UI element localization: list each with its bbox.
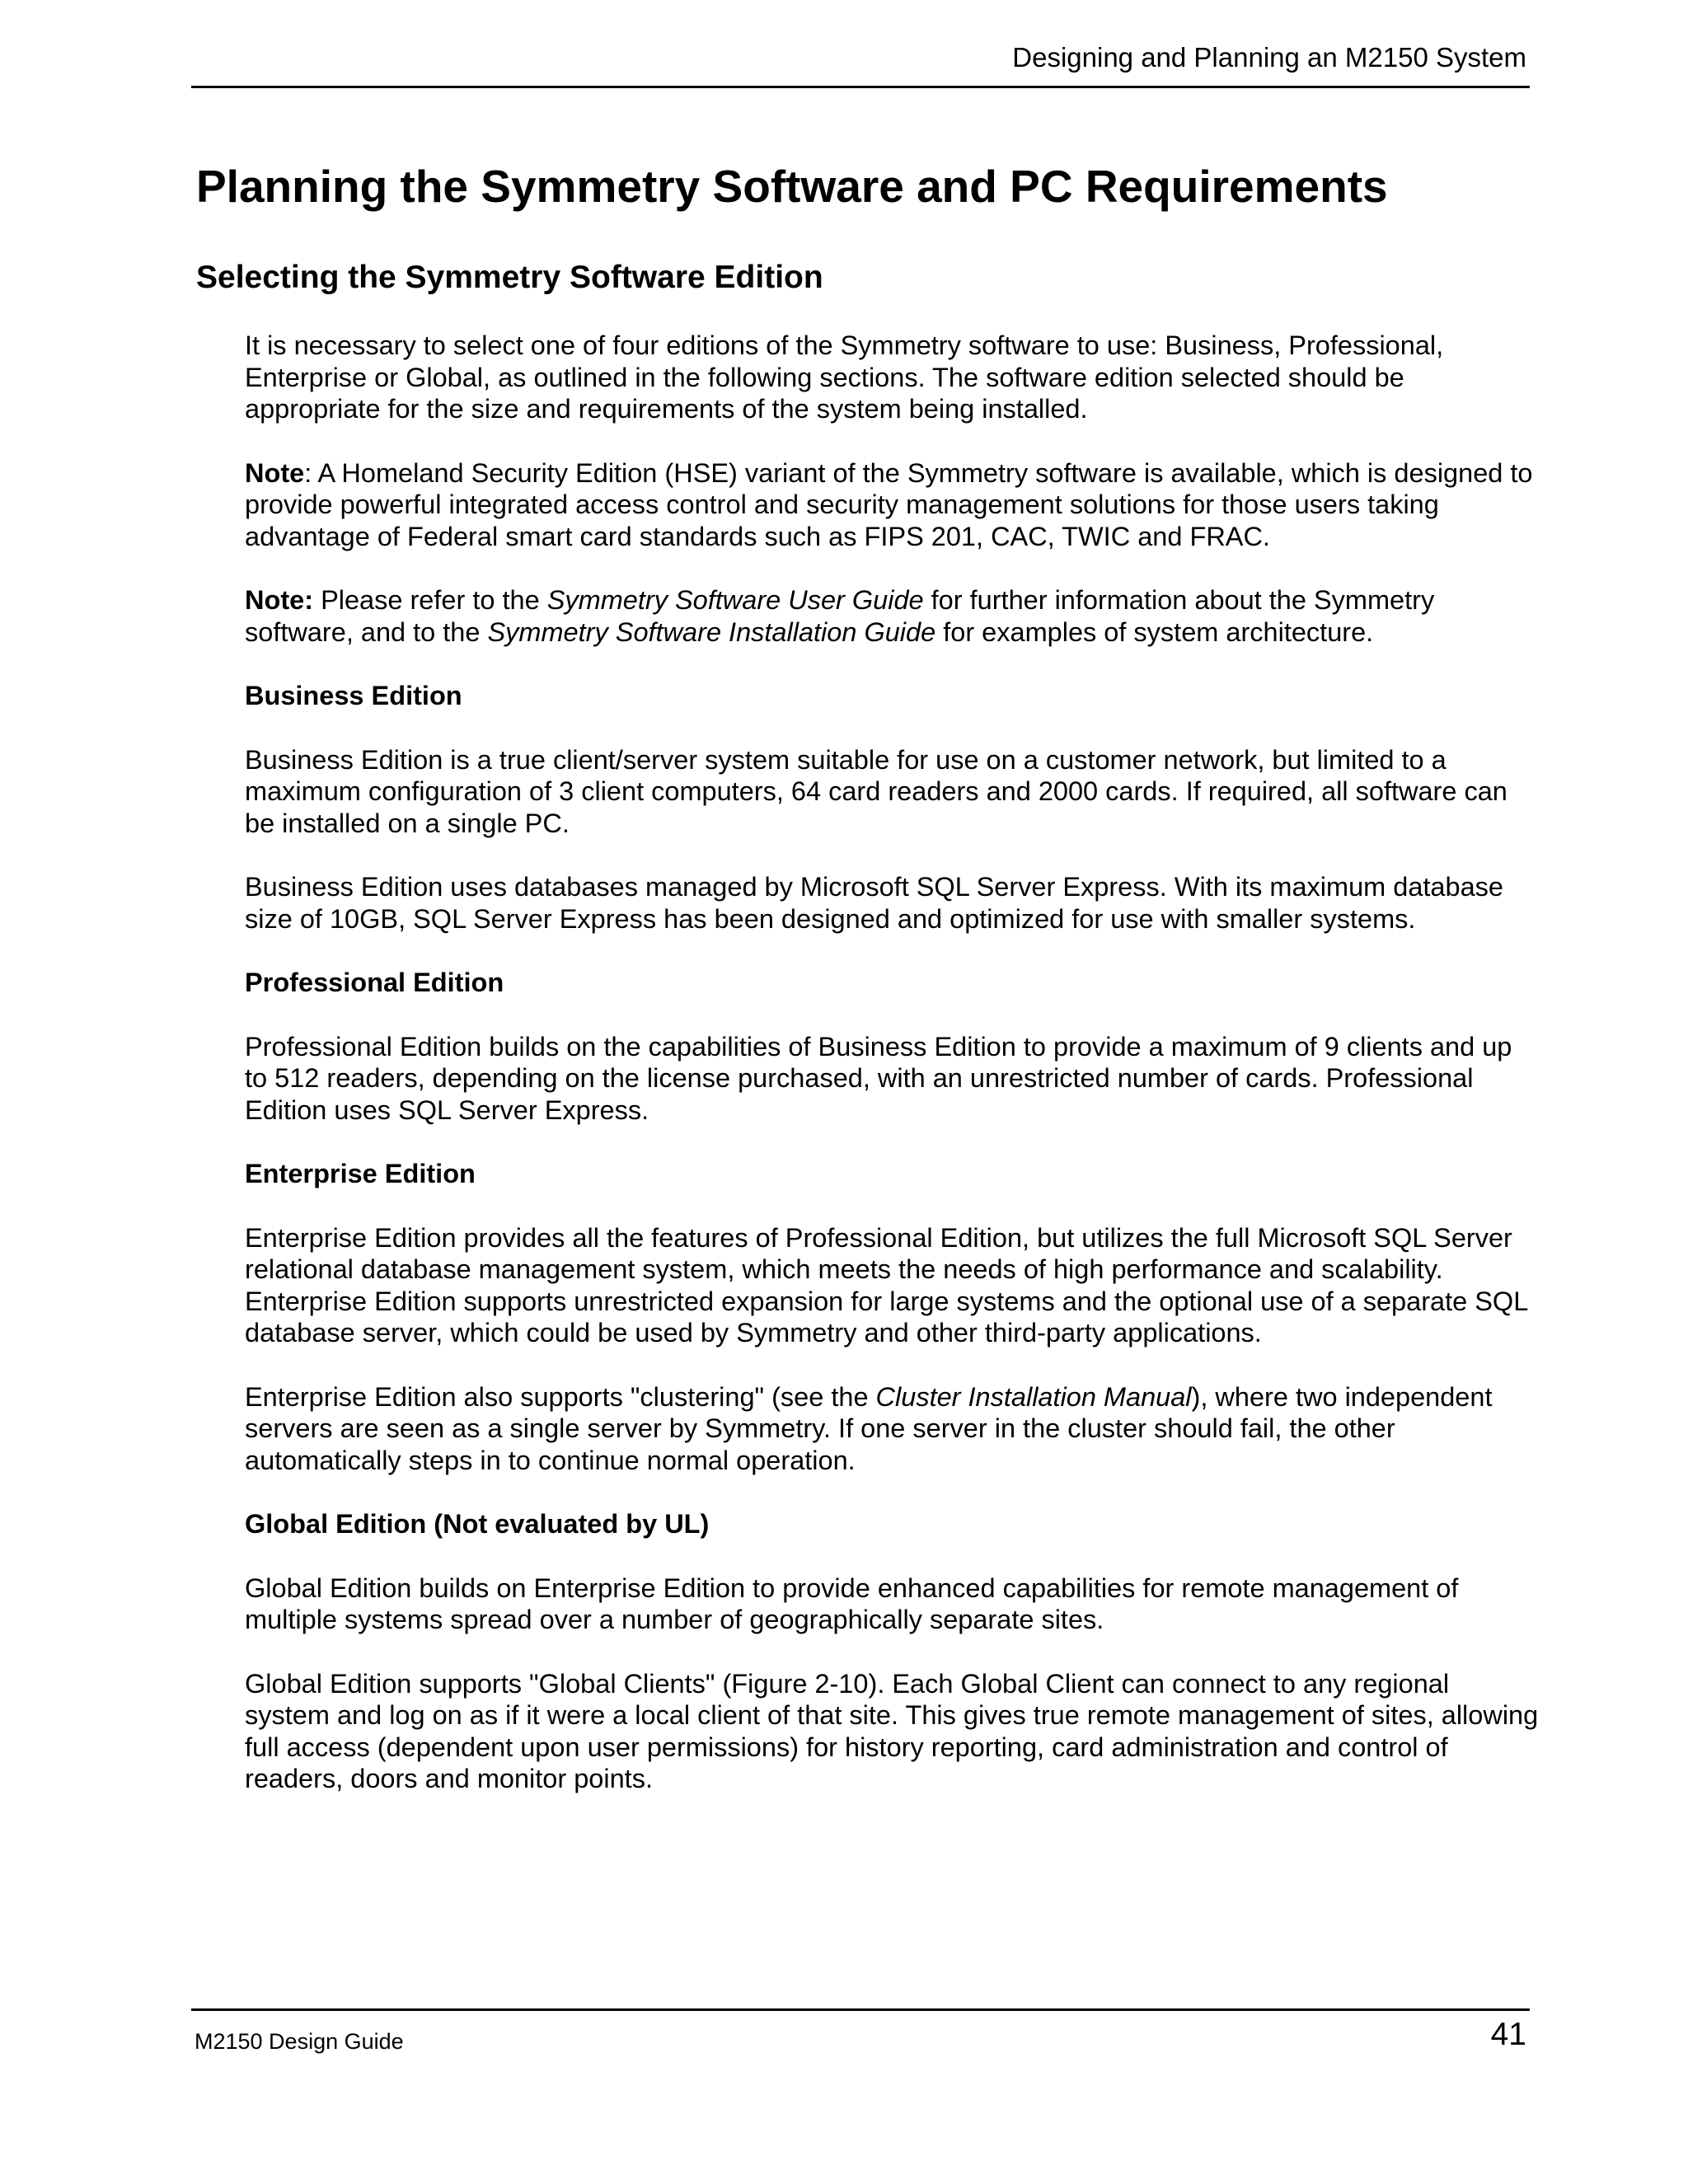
chapter-title: Planning the Symmetry Software and PC Requirements: [196, 161, 1388, 212]
page-footer: [191, 2008, 1530, 2069]
note-label: Note: [245, 457, 305, 488]
reference-user-guide: Symmetry Software User Guide: [546, 585, 924, 615]
professional-paragraph-1: Professional Edition builds on the capabilities of Business Edition to provide a maximum of 9 clients and up to 512 readers, depending on the license purchased, with an unrestricted number of cards. Professional Edition uses SQL Server Express.: [245, 1031, 1512, 1125]
reference-installation-guide: Symmetry Software Installation Guide: [487, 616, 936, 647]
business-paragraph-1: Business Edition is a true client/server system suitable for use on a customer network, but limited to a maximum configuration of 3 client computers, 64 card readers and 2000 cards. If required, all software can be installed on a single PC.: [245, 744, 1507, 838]
running-title: Designing and Planning an M2150 System: [1012, 42, 1526, 73]
footer-doc-name: M2150 Design Guide: [195, 2029, 404, 2054]
note-label: Note:: [245, 585, 314, 615]
note-text: for further information about the Symmetry software, and to the: [245, 585, 1435, 647]
section-title: Selecting the Symmetry Software Edition: [196, 260, 823, 295]
note-text: : A Homeland Security Edition (HSE) variant of the Symmetry software is available, which is designed to provide powerful integrated access control and security management solutions for those users taking advantage of Federal smart card standards such as FIPS 201, CAC, TWIC and FRAC.: [245, 457, 1533, 551]
global-paragraph-1: Global Edition builds on Enterprise Edition to provide enhanced capabilities for remote management of multiple systems spread over a number of geographically separate sites.: [245, 1572, 1459, 1634]
heading-business-edition: Business Edition: [245, 681, 462, 710]
note-text: Please refer to the: [313, 585, 547, 615]
heading-professional-edition: Professional Edition: [245, 968, 504, 997]
paragraph-text: ), where two independent servers are seen as a single server by Symmetry. If one server in the cluster should fail, the other automatically steps in to continue normal operation.: [245, 1381, 1493, 1475]
intro-paragraph: It is necessary to select one of four editions of the Symmetry software to use: Business, Professional, Enterprise or Global, as outlined in the following sections. The software edition selected should be appropriate for the size and requirements of the system being installed.: [245, 330, 1444, 424]
note-hse: [245, 457, 1539, 553]
enterprise-paragraph-1: Enterprise Edition provides all the features of Professional Edition, but utilizes the full Microsoft SQL Server relational database management system, which meets the needs of high performance and scalability. Enterprise Edition supports unrestricted expansion for large systems and the optional use of a separate SQL database server, which could be used by Symmetry and other third-party applications.: [245, 1222, 1528, 1347]
page-header: [191, 33, 1530, 88]
heading-enterprise-edition: Enterprise Edition: [245, 1159, 476, 1188]
reference-cluster-manual: Cluster Installation Manual: [875, 1381, 1192, 1412]
note-text: for examples of system architecture.: [935, 616, 1374, 647]
global-paragraph-2: Global Edition supports "Global Clients" (Figure 2-10). Each Global Client can connect to any regional system and log on as if it were a local client of that site. This gives true remote management of sites, allowing full access (dependent upon user permissions) for history reporting, card administration and control of readers, doors and monitor points.: [245, 1668, 1539, 1793]
enterprise-paragraph-2: [245, 1381, 1539, 1477]
body-text: [245, 330, 1539, 1827]
note-references: [245, 584, 1539, 648]
page-number: 41: [1490, 2017, 1526, 2052]
paragraph-text: Enterprise Edition also supports "clustering" (see the: [245, 1381, 876, 1412]
business-paragraph-2: Business Edition uses databases managed by Microsoft SQL Server Express. With its maximum database size of 10GB, SQL Server Express has been designed and optimized for use with smaller systems.: [245, 872, 1503, 934]
heading-global-edition: Global Edition (Not evaluated by UL): [245, 1509, 710, 1539]
